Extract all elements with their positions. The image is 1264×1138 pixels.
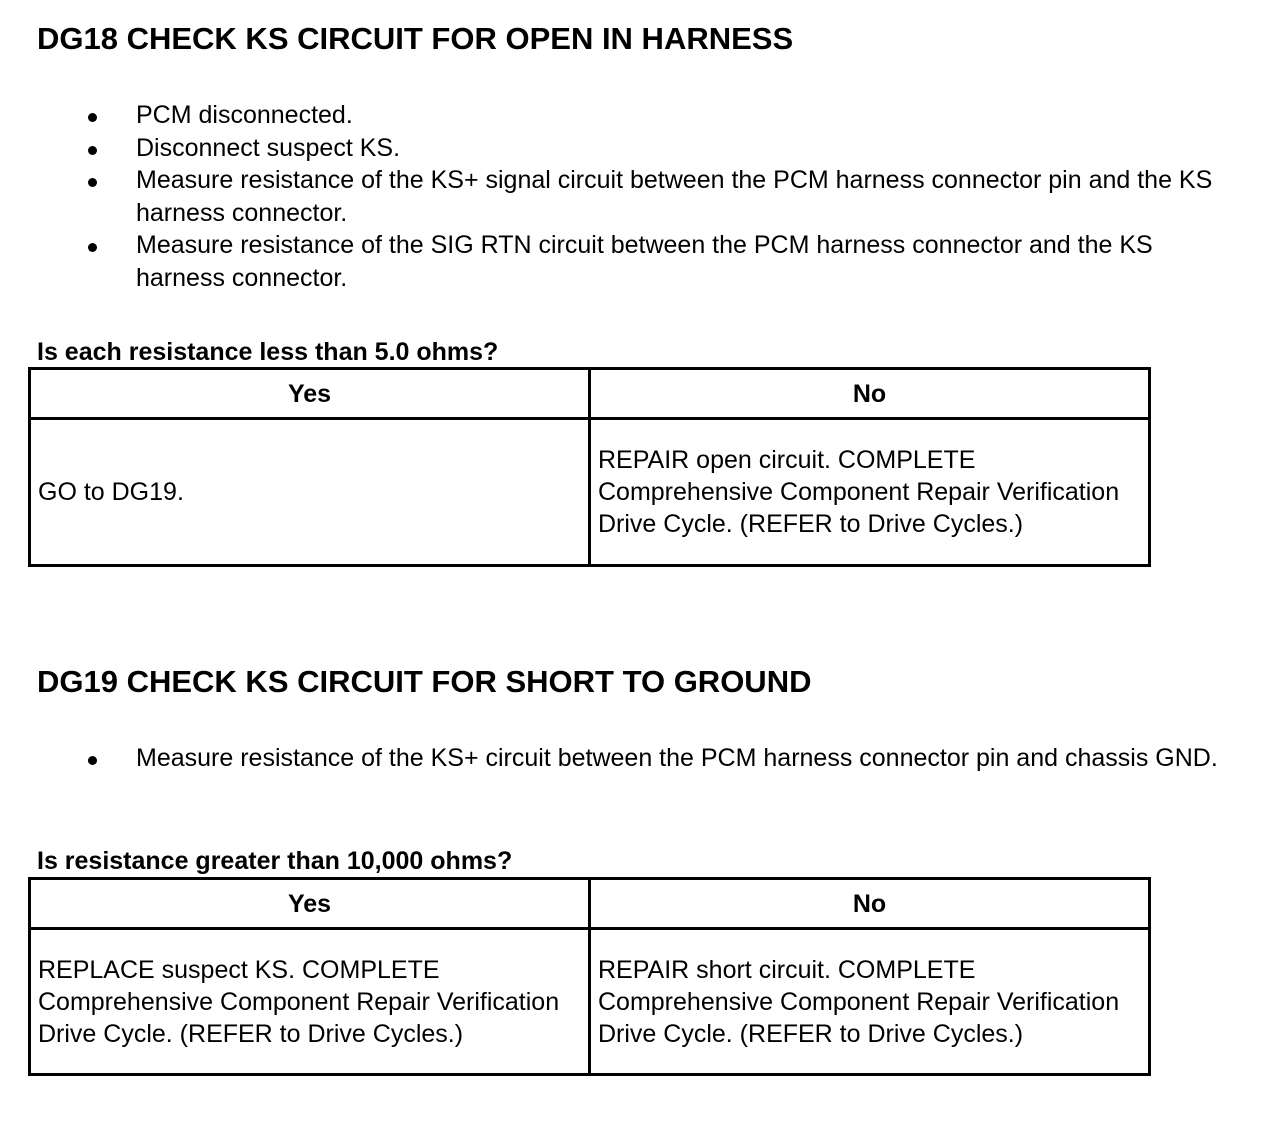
dg19-yes-header: Yes	[30, 879, 590, 929]
dg19-no-header: No	[590, 879, 1150, 929]
bullet-icon	[88, 756, 97, 765]
dg18-no-action: REPAIR open circuit. COMPLETE Comprehensive Component Repair Verification Drive Cycle. (REFER to Drive Cycles.)	[590, 419, 1150, 566]
bullet-icon	[88, 146, 97, 155]
dg18-yes-header: Yes	[30, 369, 590, 419]
dg18-step-3	[0, 164, 1236, 229]
dg18-step-2-text: Disconnect suspect KS.	[136, 133, 401, 162]
dg18-question: Is each resistance less than 5.0 ohms?	[37, 338, 499, 366]
dg19-heading: DG19 CHECK KS CIRCUIT FOR SHORT TO GROUND	[37, 664, 812, 699]
dg19-action-row	[30, 929, 1150, 1075]
dg19-no-action: REPAIR short circuit. COMPLETE Comprehensive Component Repair Verification Drive Cycle. (REFER to Drive Cycles.)	[590, 929, 1150, 1075]
dg19-yes-action: REPLACE suspect KS. COMPLETE Comprehensive Component Repair Verification Drive Cycle. (REFER to Drive Cycles.)	[30, 929, 590, 1075]
dg18-action-row	[30, 419, 1150, 566]
dg18-no-header: No	[590, 369, 1150, 419]
dg18-yes-action: GO to DG19.	[30, 419, 590, 566]
dg18-step-4-text: Measure resistance of the SIG RTN circuit between the PCM harness connector and the KS harness connector.	[136, 231, 1153, 292]
bullet-icon	[88, 178, 97, 187]
dg18-step-1	[0, 99, 1236, 132]
dg18-step-2	[0, 132, 1236, 165]
dg18-step-1-text: PCM disconnected.	[136, 101, 353, 129]
dg19-step-list	[0, 742, 1236, 775]
dg18-step-list	[0, 99, 1236, 294]
dg18-decision-table	[28, 367, 1151, 567]
bullet-icon	[88, 113, 97, 122]
dg18-step-4	[0, 229, 1236, 294]
dg19-header-row	[30, 879, 1150, 929]
bullet-icon	[88, 243, 97, 252]
dg19-step-1	[0, 742, 1236, 775]
dg19-step-1-text: Measure resistance of the KS+ circuit between the PCM harness connector pin and chassis GND.	[136, 744, 1218, 772]
dg18-heading: DG18 CHECK KS CIRCUIT FOR OPEN IN HARNESS	[37, 21, 794, 56]
dg19-question: Is resistance greater than 10,000 ohms?	[37, 847, 513, 875]
dg18-header-row	[30, 369, 1150, 419]
dg19-decision-table	[28, 877, 1151, 1076]
dg18-step-3-text: Measure resistance of the KS+ signal circuit between the PCM harness connector pin and the KS harness connector.	[136, 166, 1213, 227]
